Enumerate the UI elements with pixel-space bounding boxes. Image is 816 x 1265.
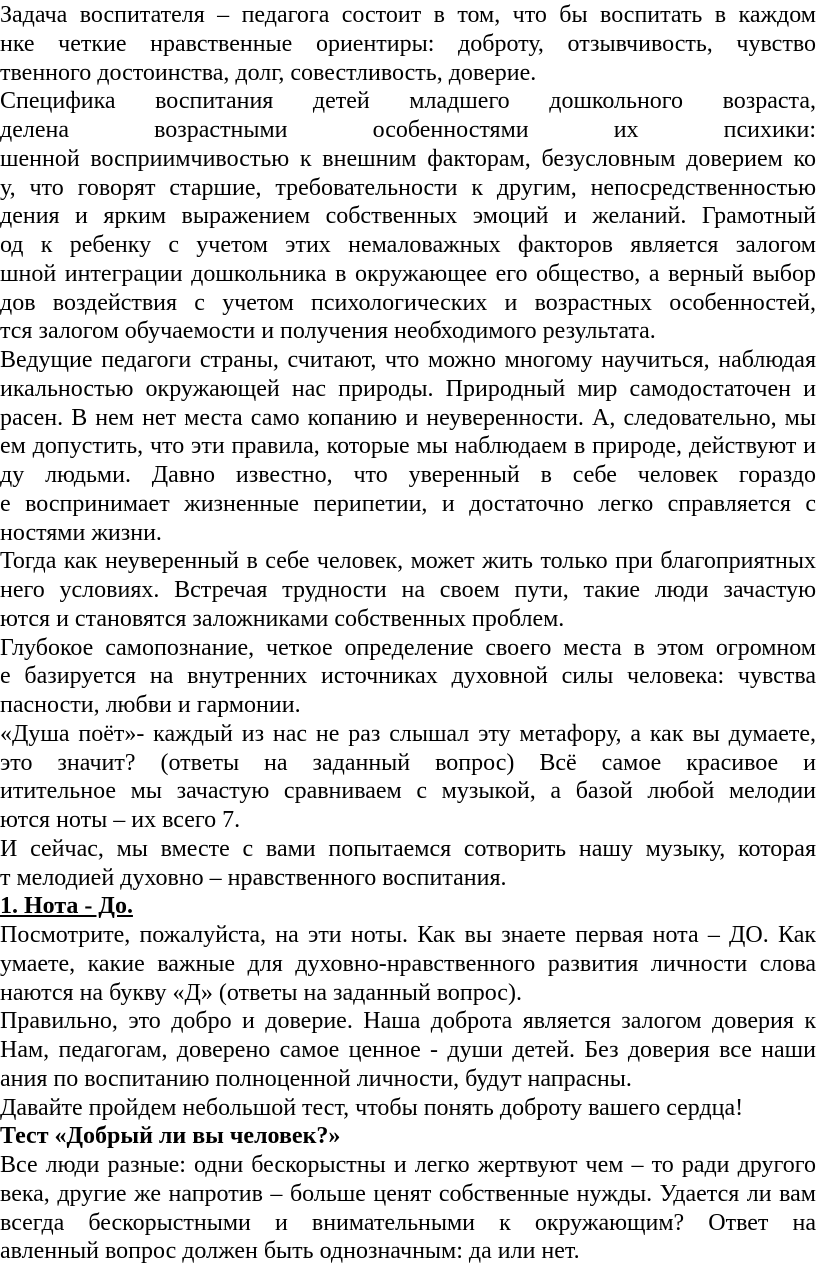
text-line: ностями жизни. xyxy=(0,519,162,546)
text-line: всегда бескорыстными и внимательными к окружающим? Ответ на xyxy=(0,1209,816,1236)
text-line: И сейчас, мы вместе с вами попытаемся сотворить нашу музыку, которая xyxy=(0,835,816,862)
text-line: дения и ярким выражением собственных эмоций и желаний. Грамотный xyxy=(0,203,816,230)
text-line: ания по воспитанию полноценной личности, будут напрасны. xyxy=(0,1065,632,1092)
text-line: е воспринимает жизненные перипетии, и достаточно легко справляется с xyxy=(0,490,816,517)
text-line: Тогда как неуверенный в себе человек, может жить только при благоприятных xyxy=(0,548,816,575)
text-line: Давайте пройдем небольшой тест, чтобы понять доброту вашего сердца! xyxy=(0,1094,744,1121)
section-heading xyxy=(0,892,816,920)
text-line: од к ребенку с учетом этих немаловажных факторов является залогом xyxy=(0,232,816,258)
text-line: авленный вопрос должен быть однозначным: да или нет. xyxy=(0,1238,580,1265)
text-line: Глубокое самопознание, четкое определение своего места в этом огромном xyxy=(0,634,816,661)
text-line: итительное мы зачастую сравниваем с музыкой, а базой любой мелодии xyxy=(0,778,816,805)
text-line: ем допустить, что эти правила, которые мы наблюдаем в природе, действуют и xyxy=(0,433,816,460)
text-line: Ведущие педагоги страны, считают, что можно многому научиться, наблюдая xyxy=(0,347,816,373)
text-line: пасности, любви и гармонии. xyxy=(0,692,301,718)
text-line: тся залогом обучаемости и получения необходимого результата. xyxy=(0,318,656,345)
text-line: это значит? (ответы на заданный вопрос) Всё самое красивое и xyxy=(0,749,816,776)
text-line: Специфика воспитания детей младшего дошкольного возраста, xyxy=(0,88,816,115)
text-line: него условиях. Встречая трудности на своем пути, такие люди зачастую xyxy=(0,577,816,603)
text-line: нке четкие нравственные ориентиры: доброту, отзывчивость, чувство xyxy=(0,30,816,57)
text-line: у, что говорят старшие, требовательности к другим, непосредственностью xyxy=(0,174,816,201)
text-line: Все люди разные: одни бескорыстны и легко жертвуют чем – то ради другого xyxy=(0,1152,816,1178)
text-line: века, другие же напротив – больше ценят собственные нужды. Удается ли вам xyxy=(0,1180,816,1207)
text-line: «Душа поёт»- каждый из нас не раз слышал эту метафору, а как вы думаете, xyxy=(0,720,816,747)
text-line: наются на букву «Д» (ответы на заданный вопрос). xyxy=(0,979,522,1006)
text-line: т мелодией духовно – нравственного воспитания. xyxy=(0,864,507,891)
text-line: твенного достоинства, долг, совестливость, доверие. xyxy=(0,59,537,86)
text-line: е базируется на внутренних источниках духовной силы человека: чувства xyxy=(0,663,816,690)
text-line: дов воздействия с учетом психологических и возрастных особенностей, xyxy=(0,289,816,316)
section-heading-text: 1. Нота - До. xyxy=(0,893,133,920)
text-line: ются ноты – их всего 7. xyxy=(0,807,241,833)
text-line: икальностью окружающей нас природы. Природный мир самодостаточен и xyxy=(0,375,816,402)
text-line: умаете, какие важные для духовно-нравственного развития личности слова xyxy=(0,950,816,977)
text-line: делена возрастными особенностями их психики: xyxy=(0,117,816,143)
test-heading: Тест «Добрый ли вы человек?» xyxy=(0,1123,341,1150)
text-line: ду людьми. Давно известно, что уверенный в себе человек гораздо xyxy=(0,462,816,488)
text-line: расен. В нем нет места само копанию и неуверенности. А, следовательно, мы xyxy=(0,404,816,431)
text-line: ются и становятся заложниками собственных проблем. xyxy=(0,605,565,632)
text-line: шной интеграции дошкольника в окружающее его общество, а верный выбор xyxy=(0,260,816,287)
text-line: Нам, педагогам, доверено самое ценное - души детей. Без доверия все наши xyxy=(0,1037,816,1063)
text-line: шенной восприимчивостью к внешним факторам, безусловным доверием ко xyxy=(0,145,816,172)
text-line: Задача воспитателя – педагога состоит в том, что бы воспитать в каждом xyxy=(0,2,816,28)
text-line: Посмотрите, пожалуйста, на эти ноты. Как вы знаете первая нота – ДО. Как xyxy=(0,922,816,948)
text-line: Правильно, это добро и доверие. Наша доброта является залогом доверия к xyxy=(0,1008,816,1035)
